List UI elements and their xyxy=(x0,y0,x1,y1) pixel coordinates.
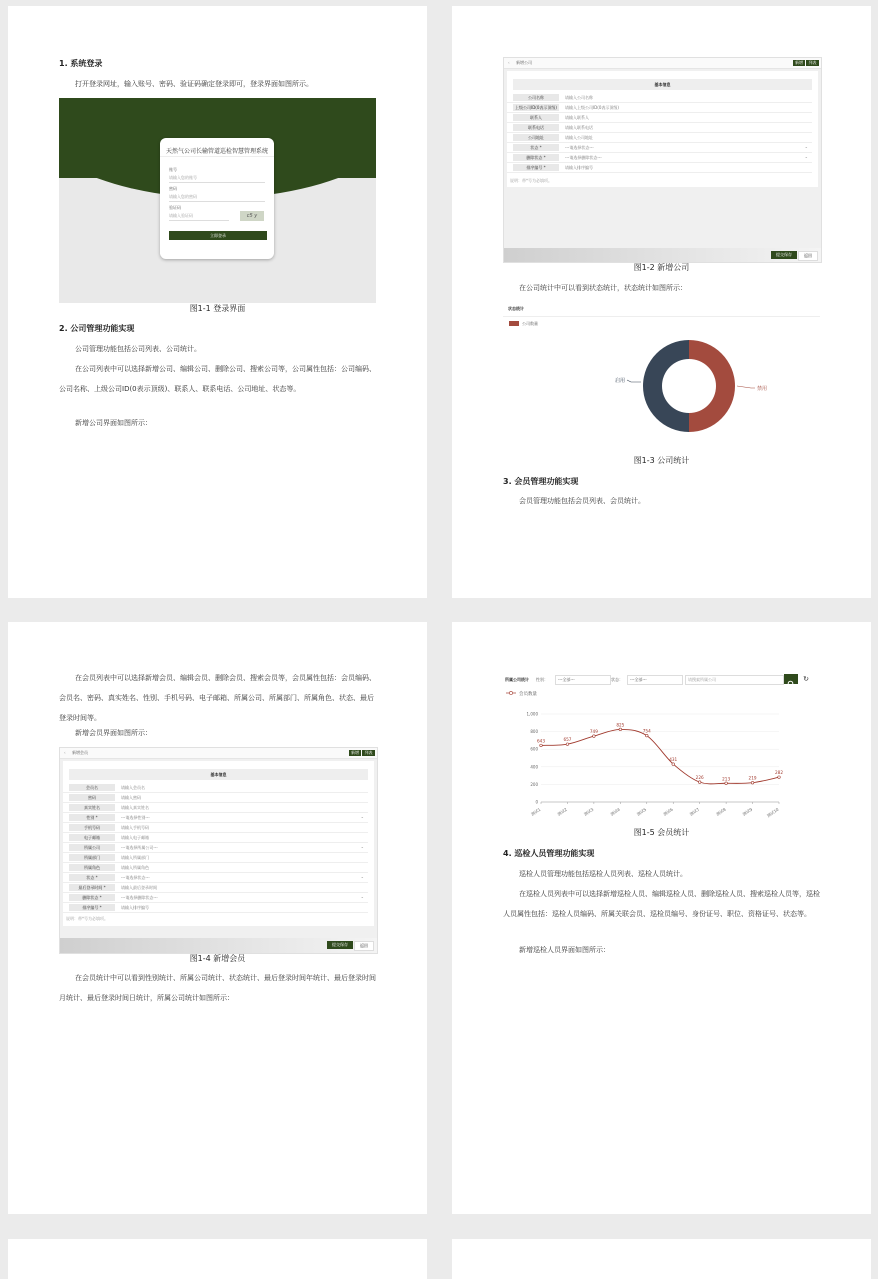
data-label: 825 xyxy=(616,722,625,728)
add-button[interactable]: 新增 xyxy=(795,60,803,65)
list-button[interactable]: 列表 xyxy=(362,750,375,756)
data-label: 219 xyxy=(748,775,757,781)
refresh-icon[interactable]: ↻ xyxy=(803,675,809,683)
form-label: 公司地址 xyxy=(513,134,559,141)
form-select[interactable]: ---请选择性别--- xyxy=(121,815,150,820)
member-form xyxy=(63,783,368,913)
form-section-title: 基本信息 xyxy=(69,769,368,780)
donut-label-right: 禁用 xyxy=(757,386,768,392)
sex-label: 性别： xyxy=(536,677,548,682)
document-page-2 xyxy=(452,6,871,598)
x-tick-label: 测试4 xyxy=(609,806,621,817)
status-chart xyxy=(503,304,820,454)
figure-caption: 图1-3 公司统计 xyxy=(633,456,690,465)
form-input[interactable]: 请输入所属角色 xyxy=(121,865,149,870)
x-tick-label: 测试2 xyxy=(556,806,569,817)
member-stats-screenshot xyxy=(503,672,820,822)
breadcrumb: 新增公司 xyxy=(516,60,532,65)
form-label: 性别 * xyxy=(69,814,115,821)
form-label: 状态 * xyxy=(69,874,115,881)
back-button[interactable]: 返回 xyxy=(798,251,818,261)
form-input[interactable]: 请输入排序编号 xyxy=(121,905,149,910)
captcha-label: 验证码 xyxy=(169,205,181,210)
form-note: 说明：带*号为必填项。 xyxy=(66,916,108,921)
document-page-5 xyxy=(8,1239,427,1279)
data-point xyxy=(619,728,622,731)
donut-label-left: 启用 xyxy=(615,378,626,384)
x-tick-label: 测试5 xyxy=(635,806,648,817)
paragraph: 新增巡检人员界面如图所示： xyxy=(519,946,610,954)
document-page-1 xyxy=(8,6,427,598)
form-section-title: 基本信息 xyxy=(513,79,812,90)
form-input[interactable]: 请输入最后登录时间 xyxy=(121,885,157,890)
data-point xyxy=(751,781,754,784)
form-label: 所属公司 xyxy=(69,844,115,851)
stats-title: 所属公司统计 xyxy=(505,677,529,682)
x-tick-label: 测试1 xyxy=(530,806,542,817)
captcha-image[interactable]: c5 y xyxy=(240,211,264,221)
paragraph: 在巡检人员列表中可以选择新增巡检人员、编辑巡检人员、删除巡检人员、搜索巡检人员等，巡检人员属性包括：巡检人员编码、所属关联会员、巡检员编号、身份证号、职位、资格证号、状态等。 xyxy=(503,890,820,918)
form-label: 最后登录时间 * xyxy=(69,884,115,891)
form-input[interactable]: 请输入真实姓名 xyxy=(121,805,149,810)
data-label: 643 xyxy=(537,738,545,744)
form-label: 排序编号 * xyxy=(513,164,559,171)
section-heading-1: 1. 系统登录 xyxy=(59,59,103,68)
section-heading-2: 2. 公司管理功能实现 xyxy=(59,324,135,333)
back-button[interactable]: 返回 xyxy=(354,941,374,951)
paragraph: 会员管理功能包括会员列表、会员统计。 xyxy=(519,497,645,505)
login-card xyxy=(160,138,274,259)
section-heading-3: 3. 会员管理功能实现 xyxy=(503,477,579,486)
account-input[interactable]: 请输入您的账号 xyxy=(169,175,265,183)
form-label: 手机号码 xyxy=(69,824,115,831)
form-label: 删除状态 * xyxy=(69,894,115,901)
legend-label: 公司数量 xyxy=(522,321,538,326)
form-label: 公司名称 xyxy=(513,94,559,101)
form-input[interactable]: 请输入所属部门 xyxy=(121,855,149,860)
form-label: 电子邮箱 xyxy=(69,834,115,841)
y-tick-label: 600 xyxy=(530,746,538,752)
form-input[interactable]: 请输入联系人 xyxy=(565,115,589,120)
data-label: 749 xyxy=(589,729,598,735)
y-tick-label: 200 xyxy=(530,781,538,787)
x-tick-label: 测试8 xyxy=(715,806,727,817)
chevron-down-icon[interactable]: ⌄ xyxy=(804,154,808,159)
form-select[interactable]: ---请选择删除状态--- xyxy=(121,895,158,900)
paragraph: 公司管理功能包括公司列表、公司统计。 xyxy=(75,345,201,353)
form-input[interactable]: 请输入密码 xyxy=(121,795,141,800)
form-label: 联系电话 xyxy=(513,124,559,131)
x-tick-label: 测试10 xyxy=(765,806,780,819)
status-label: 状态： xyxy=(611,677,623,682)
form-input[interactable]: 请输入公司地址 xyxy=(565,135,593,140)
data-label: 431 xyxy=(669,757,678,763)
add-member-screenshot: ‹ 新增会员 新增 列表 基本信息 会员名 请输入会员名 密码 请输入密码 真实姓名 请输入真实姓名 性别 * ---请选择性别--- ⌄ 手机号码 请输入手机号码 电子邮箱 请输入电子邮箱 所属公司 ---请选择所属公司--- ⌄ 所属部门 请输入所属部门 所属角色 请输入所属角色 状态 * ---请选择状态--- ⌄ 最后登录时间 * 请输入最后登录时间 删除状态 * ---请选择删除状态--- ⌄ 排序编号 * 请输入排序编号 说明：带*号为必填项。 提交保存 返回 xyxy=(59,747,378,954)
data-label: 282 xyxy=(775,770,783,776)
x-tick-label: 测试6 xyxy=(662,806,674,817)
data-label: 754 xyxy=(642,728,651,734)
section-heading-4: 4. 巡检人员管理功能实现 xyxy=(503,849,595,858)
donut-slice xyxy=(689,340,735,432)
form-label: 会员名 xyxy=(69,784,115,791)
form-input[interactable]: 请输入公司名称 xyxy=(565,95,593,100)
form-input[interactable]: 请输入手机号码 xyxy=(121,825,149,830)
figure-caption: 图1-4 新增会员 xyxy=(189,954,246,963)
company-form xyxy=(507,93,812,173)
paragraph: 在会员列表中可以选择新增会员、编辑会员、删除会员、搜索会员等，会员属性包括：会员编码、会员名、密码、真实姓名、性别、手机号码、电子邮箱、所属公司、所属部门、所属角色、状态、最后登录时间等。 xyxy=(59,674,376,722)
document-page-3 xyxy=(8,622,427,1214)
donut-slice xyxy=(643,340,689,432)
form-label: 联系人 xyxy=(513,114,559,121)
chart-title: 状态统计 xyxy=(508,306,524,311)
sex-select[interactable]: ---全部--- xyxy=(555,675,611,685)
form-select[interactable]: ---请选择状态--- xyxy=(121,875,150,880)
account-label: 账号 xyxy=(169,167,177,172)
line-chart xyxy=(503,672,820,822)
data-point xyxy=(778,776,781,779)
chevron-down-icon[interactable]: ⌄ xyxy=(360,874,364,879)
form-label: 排序编号 * xyxy=(69,904,115,911)
form-input[interactable]: 请输入会员名 xyxy=(121,785,145,790)
data-point xyxy=(725,782,728,785)
x-tick-label: 测试3 xyxy=(582,806,595,817)
form-select[interactable]: ---请选择状态--- xyxy=(565,145,594,150)
password-input[interactable]: 请输入您的密码 xyxy=(169,194,265,202)
submit-button[interactable]: 提交保存 xyxy=(327,941,353,949)
form-select[interactable]: ---请选择所属公司--- xyxy=(121,845,158,850)
paragraph: 新增公司界面如图所示： xyxy=(75,419,152,427)
form-label: 状态 * xyxy=(513,144,559,151)
form-select[interactable]: ---请选择删除状态--- xyxy=(565,155,602,160)
list-button[interactable]: 列表 xyxy=(806,60,819,66)
y-tick-label: 800 xyxy=(530,729,538,735)
add-company-screenshot: ‹ 新增公司 新增 列表 基本信息 公司名称 请输入公司名称 上级公司ID(0表示顶级) 请输入上级公司ID(0表示顶级) 联系人 请输入联系人 联系电话 请输入联系电话 公司地址 请输入公司地址 状态 * ---请选择状态--- ⌄ 删除状态 * ---请选择删除状态--- ⌄ 排序编号 * 请输入排序编号 说明：带*号为必填项。 提交保存 返回 xyxy=(503,57,822,263)
search-input[interactable]: 请搜索所属公司 xyxy=(685,675,784,685)
form-input[interactable]: 请输入排序编号 xyxy=(565,165,593,170)
y-tick-label: 0 xyxy=(535,799,538,805)
form-label: 上级公司ID(0表示顶级) xyxy=(513,104,559,111)
paragraph: 在会员统计中可以看到性别统计、所属公司统计、状态统计、最后登录时间年统计、最后登录时间月统计、最后登录时间日统计，所属公司统计如图所示： xyxy=(59,974,376,1002)
form-label: 所属部门 xyxy=(69,854,115,861)
donut-chart xyxy=(503,304,820,454)
figure-caption: 图1-1 登录界面 xyxy=(189,304,246,313)
chevron-down-icon[interactable]: ⌄ xyxy=(360,814,364,819)
data-point xyxy=(672,763,675,766)
y-tick-label: 1,000 xyxy=(526,711,538,717)
data-point xyxy=(593,735,596,738)
chevron-down-icon[interactable]: ⌄ xyxy=(804,144,808,149)
form-label: 删除状态 * xyxy=(513,154,559,161)
form-input[interactable]: 请输入联系电话 xyxy=(565,125,593,130)
paragraph: 在公司列表中可以选择新增公司、编辑公司、删除公司、搜索公司等，公司属性包括：公司编码、公司名称、上级公司ID(0表示顶级)、联系人、联系电话、公司地址、状态等。 xyxy=(59,365,376,393)
submit-button[interactable]: 提交保存 xyxy=(771,251,797,259)
data-point xyxy=(540,744,543,747)
legend-label: 会员数量 xyxy=(519,692,537,697)
data-label: 213 xyxy=(722,776,731,782)
paragraph: 打开登录网址，输入账号、密码、验证码确定登录即可，登录界面如图所示。 xyxy=(75,80,313,88)
form-input[interactable]: 请输入电子邮箱 xyxy=(121,835,149,840)
breadcrumb: 新增会员 xyxy=(72,750,88,755)
y-tick-label: 400 xyxy=(530,764,538,770)
paragraph: 在公司统计中可以看到状态统计，状态统计如图所示： xyxy=(519,284,687,292)
captcha-input[interactable]: 请输入验证码 xyxy=(169,213,229,221)
document-page-4 xyxy=(452,622,871,1214)
x-tick-label: 测试9 xyxy=(741,806,754,817)
add-button[interactable]: 新增 xyxy=(351,750,359,755)
data-point xyxy=(698,781,701,784)
status-select[interactable]: ---全部--- xyxy=(627,675,683,685)
form-label: 密码 xyxy=(69,794,115,801)
login-button[interactable]: 立即登录 xyxy=(169,231,267,240)
data-point xyxy=(645,734,648,737)
form-label: 真实姓名 xyxy=(69,804,115,811)
figure-caption: 图1-2 新增公司 xyxy=(633,263,690,272)
figure-caption: 图1-5 会员统计 xyxy=(633,828,690,837)
chevron-down-icon[interactable]: ⌄ xyxy=(360,894,364,899)
chevron-down-icon[interactable]: ⌄ xyxy=(360,844,364,849)
data-point xyxy=(566,743,569,746)
password-label: 密码 xyxy=(169,186,177,191)
form-label: 所属角色 xyxy=(69,864,115,871)
login-screenshot xyxy=(59,98,376,303)
paragraph: 巡检人员管理功能包括巡检人员列表、巡检人员统计。 xyxy=(519,870,687,878)
paragraph: 新增会员界面如图所示： xyxy=(75,729,152,737)
form-input[interactable]: 请输入上级公司ID(0表示顶级) xyxy=(565,105,619,110)
form-note: 说明：带*号为必填项。 xyxy=(510,178,552,183)
login-title: 天然气公司长输管道巡检智慧管理系统 xyxy=(165,148,268,155)
data-label: 657 xyxy=(563,737,572,743)
series-line xyxy=(541,729,779,783)
document-page-6 xyxy=(452,1239,871,1279)
data-label: 226 xyxy=(695,775,704,781)
x-tick-label: 测试7 xyxy=(688,806,701,817)
